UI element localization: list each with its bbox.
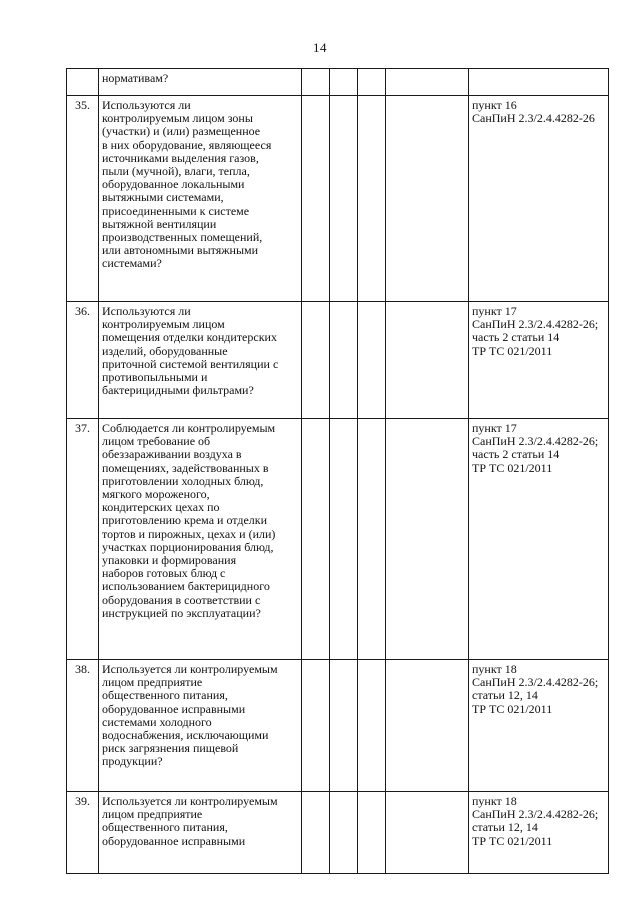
question-line: приготовлению крема и отделки <box>102 513 268 528</box>
page-number: 14 <box>313 40 327 55</box>
reference-cell <box>469 419 609 660</box>
question-line: вытяжными системами, <box>102 190 224 205</box>
reference-line: пункт 17 <box>472 421 517 435</box>
reference-cell <box>469 69 609 96</box>
question-cell <box>99 302 302 419</box>
reference-line: СанПиН 2.3/2.4.4282-26; <box>472 675 599 690</box>
reference-line: пункт 16 <box>472 98 517 112</box>
reference-line: часть 2 статьи 14 <box>472 330 560 345</box>
answer-yes-cell <box>302 419 330 660</box>
question-line: контролируемым лицом <box>102 317 225 332</box>
question-cell <box>99 660 302 792</box>
question-line: противопыльными и <box>102 370 208 385</box>
question-line: помещениях, задействованных в <box>102 460 269 475</box>
answer-no-cell <box>330 660 358 792</box>
answer-na-cell <box>358 69 386 96</box>
question-line: изделий, оборудованные <box>102 343 228 358</box>
note-cell <box>386 69 469 96</box>
question-line: инструкцией по эксплуатации? <box>102 605 261 620</box>
question-line: риск загрязнения пищевой <box>102 741 239 756</box>
reference-line: СанПиН 2.3/2.4.4282-26; <box>472 434 599 449</box>
reference-cell <box>469 660 609 792</box>
question-line: нормативам? <box>102 71 169 85</box>
table-row <box>67 69 609 96</box>
reference-line: статьи 12, 14 <box>472 820 538 835</box>
reference-cell <box>469 792 609 874</box>
question-line: лицом предприятие <box>102 807 203 822</box>
note-cell <box>386 792 469 874</box>
row-number: 35. <box>67 96 99 302</box>
question-line: Используется ли контролируемым <box>102 662 278 676</box>
question-line: (участки) и (или) размещенное <box>102 124 261 139</box>
question-line: бактерицидными фильтрами? <box>102 383 254 398</box>
table-row <box>67 792 609 874</box>
answer-no-cell <box>330 419 358 660</box>
question-line: лицом требование об <box>102 434 211 449</box>
question-line: наборов готовых блюд с <box>102 566 226 581</box>
reference-line: часть 2 статьи 14 <box>472 447 560 462</box>
reference-cell <box>469 96 609 302</box>
note-cell <box>386 660 469 792</box>
reference-line: СанПиН 2.3/2.4.4282-26; <box>472 317 599 332</box>
answer-no-cell <box>330 69 358 96</box>
question-line: Используются ли <box>102 304 191 318</box>
checklist-table <box>66 68 609 874</box>
answer-na-cell <box>358 302 386 419</box>
question-line: пыли (мучной), влаги, тепла, <box>102 164 250 179</box>
question-line: использованием бактерицидного <box>102 579 270 594</box>
question-line: обеззараживании воздуха в <box>102 447 242 462</box>
note-cell <box>386 96 469 302</box>
table-row <box>67 302 609 419</box>
reference-cell <box>469 302 609 419</box>
answer-yes-cell <box>302 792 330 874</box>
reference-line: пункт 18 <box>472 662 517 676</box>
question-line: оборудованное локальными <box>102 177 245 192</box>
question-line: помещения отделки кондитерских <box>102 330 277 345</box>
question-line: общественного питания, <box>102 688 228 703</box>
reference-line: ТР ТС 021/2011 <box>472 833 553 848</box>
answer-no-cell <box>330 96 358 302</box>
reference-line: пункт 17 <box>472 304 517 318</box>
row-number: 39. <box>67 792 99 874</box>
table-row <box>67 660 609 792</box>
question-line: приточной системой вентиляции с <box>102 356 279 371</box>
table-row <box>67 96 609 302</box>
note-cell <box>386 302 469 419</box>
question-line: производственных помещений, <box>102 230 263 245</box>
question-line: оборудованное исправными <box>102 701 246 716</box>
row-number <box>67 69 99 96</box>
question-line: участках порционирования блюд, <box>102 539 274 554</box>
table-row <box>67 419 609 660</box>
reference-line: пункт 18 <box>472 794 517 808</box>
question-line: системами холодного <box>102 714 212 729</box>
question-line: в них оборудование, являющееся <box>102 137 272 152</box>
question-line: приготовлении холодных блюд, <box>102 473 264 488</box>
question-line: Используются ли <box>102 98 191 112</box>
answer-na-cell <box>358 792 386 874</box>
question-line: источниками выделения газов, <box>102 150 259 165</box>
question-line: лицом предприятие <box>102 675 203 690</box>
row-number: 37. <box>67 419 99 660</box>
question-line: тортов и пирожных, цехах и (или) <box>102 526 276 541</box>
question-line: или автономными вытяжными <box>102 243 259 258</box>
reference-line: ТР ТС 021/2011 <box>472 460 553 475</box>
row-number: 36. <box>67 302 99 419</box>
answer-yes-cell <box>302 302 330 419</box>
question-line: упаковки и формирования <box>102 553 237 568</box>
answer-no-cell <box>330 792 358 874</box>
question-cell <box>99 419 302 660</box>
question-line: контролируемым лицом зоны <box>102 111 253 126</box>
question-line: общественного питания, <box>102 820 228 835</box>
reference-line: ТР ТС 021/2011 <box>472 343 553 358</box>
question-line: Используется ли контролируемым <box>102 794 278 808</box>
question-line: системами? <box>102 256 162 271</box>
question-line: продукции? <box>102 754 163 769</box>
answer-yes-cell <box>302 69 330 96</box>
reference-line: статьи 12, 14 <box>472 688 538 703</box>
question-cell <box>99 792 302 874</box>
question-line: оборудования в соответствии с <box>102 592 261 607</box>
reference-line: ТР ТС 021/2011 <box>472 701 553 716</box>
reference-line: СанПиН 2.3/2.4.4282-26 <box>472 111 595 126</box>
answer-no-cell <box>330 302 358 419</box>
answer-na-cell <box>358 96 386 302</box>
question-line: присоединенными к системе <box>102 203 250 218</box>
question-line: вытяжной вентиляции <box>102 216 217 231</box>
answer-yes-cell <box>302 96 330 302</box>
reference-line: СанПиН 2.3/2.4.4282-26; <box>472 807 599 822</box>
question-line: водоснабжения, исключающими <box>102 728 269 743</box>
question-line: кондитерских цехах по <box>102 500 220 515</box>
answer-na-cell <box>358 419 386 660</box>
question-line: мягкого мороженого, <box>102 487 210 502</box>
question-cell <box>99 69 302 96</box>
question-line: Соблюдается ли контролируемым <box>102 421 276 435</box>
answer-na-cell <box>358 660 386 792</box>
note-cell <box>386 419 469 660</box>
question-line: оборудованное исправными <box>102 833 246 848</box>
row-number: 38. <box>67 660 99 792</box>
answer-yes-cell <box>302 660 330 792</box>
question-cell <box>99 96 302 302</box>
